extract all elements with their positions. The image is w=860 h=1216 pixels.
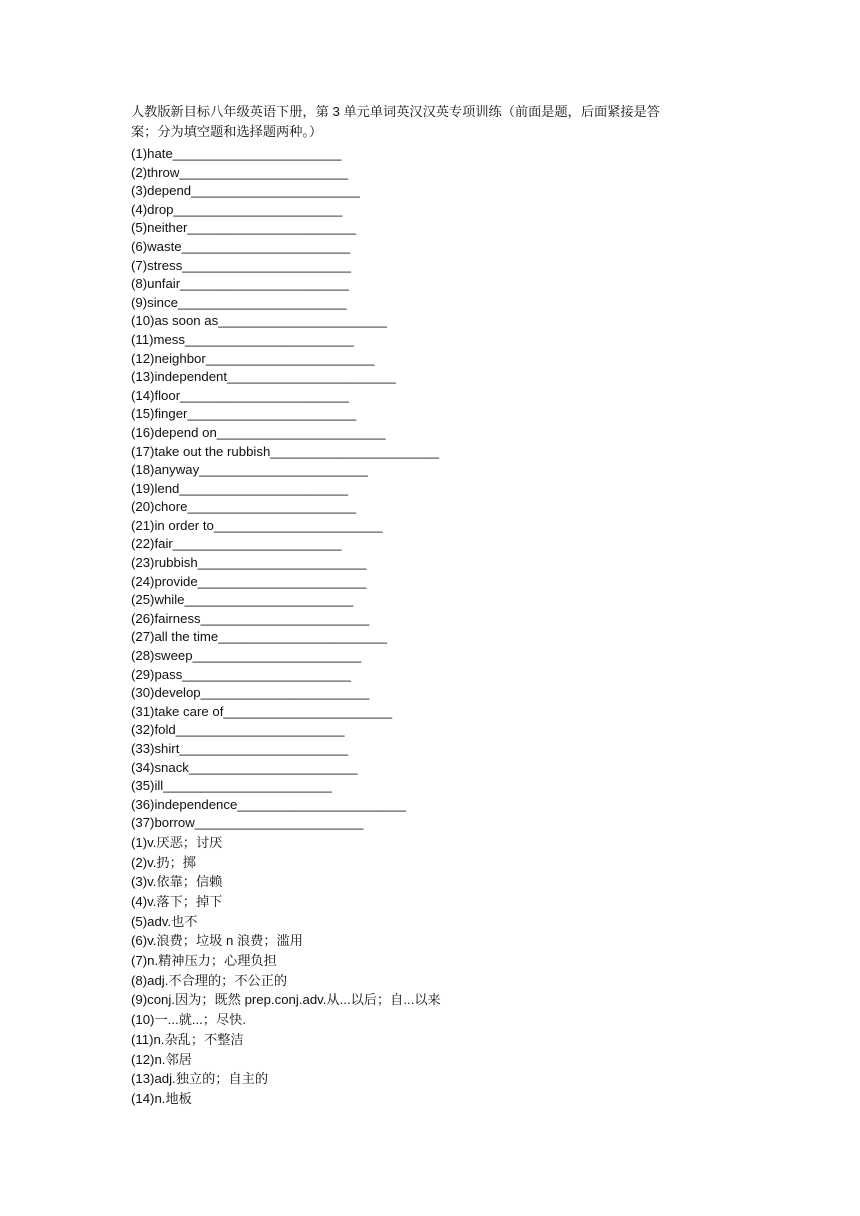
document-title xyxy=(131,102,751,142)
answer-item: (8)adj.不合理的；不公正的 xyxy=(131,972,288,988)
question-item: (21)in order to_______________________ xyxy=(131,517,383,533)
question-item: (19)lend_______________________ xyxy=(131,480,349,496)
question-item: (37)borrow_______________________ xyxy=(131,815,364,831)
question-item: (28)sweep_______________________ xyxy=(131,648,362,664)
question-item: (7)stress_______________________ xyxy=(131,257,351,273)
question-item: (8)unfair_______________________ xyxy=(131,276,349,292)
question-item: (27)all the time_______________________ xyxy=(131,629,387,645)
question-item: (2)throw_______________________ xyxy=(131,164,349,180)
answer-item: (14)n.地板 xyxy=(131,1090,192,1106)
question-item: (35)ill_______________________ xyxy=(131,778,332,794)
question-item: (13)independent_______________________ xyxy=(131,369,396,385)
question-item: (20)chore_______________________ xyxy=(131,499,357,515)
question-item: (4)drop_______________________ xyxy=(131,201,343,217)
answer-item: (13)adj.独立的；自主的 xyxy=(131,1071,269,1087)
question-item: (15)finger_______________________ xyxy=(131,406,357,422)
question-item: (9)since_______________________ xyxy=(131,294,347,310)
question-item: (29)pass_______________________ xyxy=(131,666,351,682)
answer-item: (3)v.依靠；信赖 xyxy=(131,874,223,890)
answer-item: (2)v.扔；掷 xyxy=(131,854,196,870)
question-item: (34)snack_______________________ xyxy=(131,759,358,775)
answer-item: (6)v.浪费；垃圾 n 浪费；滥用 xyxy=(131,933,303,949)
document-page xyxy=(131,102,751,1109)
question-item: (24)provide_______________________ xyxy=(131,573,367,589)
answer-item: (5)adv.也不 xyxy=(131,913,198,929)
question-item: (23)rubbish_______________________ xyxy=(131,555,367,571)
question-item: (14)floor_______________________ xyxy=(131,387,349,403)
question-item: (32)fold_______________________ xyxy=(131,722,345,738)
question-item: (33)shirt_______________________ xyxy=(131,741,349,756)
question-item: (3)depend_______________________ xyxy=(131,183,360,199)
question-item: (30)develop_______________________ xyxy=(131,685,370,701)
question-item: (10)as soon as_______________________ xyxy=(131,313,387,329)
question-item: (36)independence_______________________ xyxy=(131,796,407,812)
question-item: (16)depend on_______________________ xyxy=(131,424,386,440)
question-item: (11)mess_______________________ xyxy=(131,331,354,347)
title-line-1: 人教版新目标八年级英语下册，第 3 单元单词英汉汉英专项训练（前面是题，后面紧接是答 xyxy=(131,104,660,119)
answer-item: (12)n.邻居 xyxy=(131,1051,192,1067)
question-item: (12)neighbor_______________________ xyxy=(131,350,375,366)
answer-list xyxy=(131,833,751,1109)
question-item: (5)neither_______________________ xyxy=(131,220,357,236)
question-item: (26)fairness_______________________ xyxy=(131,610,370,626)
answer-item: (7)n.精神压力；心理负担 xyxy=(131,953,277,969)
question-item: (31)take care of_______________________ xyxy=(131,703,393,719)
answer-item: (11)n.杂乱；不整洁 xyxy=(131,1031,244,1047)
question-list xyxy=(131,145,751,833)
answer-item: (4)v.落下；掉下 xyxy=(131,894,223,910)
question-item: (22)fair_______________________ xyxy=(131,536,342,552)
question-item: (18)anyway_______________________ xyxy=(131,462,368,478)
answer-item: (1)v.厌恶；讨厌 xyxy=(131,834,223,850)
title-line-2: 案；分为填空题和选择题两种。） xyxy=(131,124,323,139)
answer-item: (9)conj.因为；既然 prep.conj.adv.从...以后；自...以来 xyxy=(131,992,441,1008)
question-item: (25)while_______________________ xyxy=(131,592,354,608)
question-item: (17)take out the rubbish_______________________ xyxy=(131,443,439,459)
question-item: (6)waste_______________________ xyxy=(131,238,351,254)
answer-item: (10)一...就...；尽快. xyxy=(131,1012,247,1028)
question-item: (1)hate_______________________ xyxy=(131,146,342,161)
